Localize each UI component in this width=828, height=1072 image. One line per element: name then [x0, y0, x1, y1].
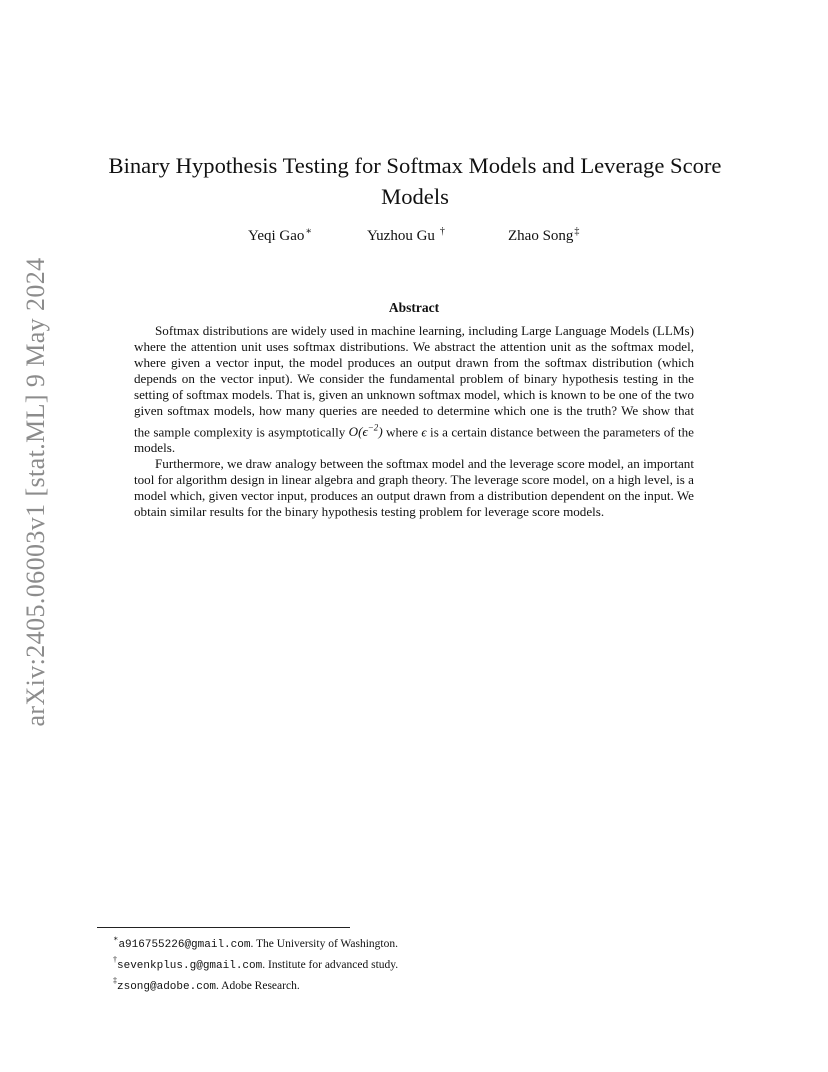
footnotes	[113, 932, 398, 994]
footnote-email: zsong@adobe.com	[117, 980, 217, 993]
author-list	[0, 228, 828, 252]
author-mark: †	[439, 226, 445, 237]
epsilon-symbol: ϵ	[421, 423, 427, 439]
formula-base: O(ϵ	[348, 423, 368, 439]
footnote-email: sevenkplus.g@gmail.com	[117, 959, 263, 972]
author-mark: ∗	[305, 226, 313, 237]
footnote-2	[113, 953, 398, 974]
abstract-paragraph-2: Furthermore, we draw analogy between the softmax model and the leverage score model, an important tool for algorithm design in linear algebra and graph theory. The leverage score model, on a high level, is a model which, given vector input, produces an output drawn from a distribution dependent on the input. We obtain similar results for the binary hypothesis testing problem for leverage score models.	[134, 456, 694, 520]
footnote-divider	[97, 927, 350, 928]
arxiv-identifier-stamp: arXiv:2405.06003v1 [stat.ML] 9 May 2024	[21, 257, 50, 727]
footnote-email: a916755226@gmail.com	[118, 938, 251, 951]
author-2	[367, 228, 445, 245]
footnote-mark: †	[113, 954, 117, 964]
paper-title: Binary Hypothesis Testing for Softmax Models and Leverage Score Models	[108, 153, 722, 209]
footnote-mark: ∗	[113, 934, 119, 943]
abstract-text: Softmax distributions are widely used in machine learning, including Large Language Models (LLMs) where the attention unit uses softmax distributions. We abstract the attention unit as the softmax model, where given a vector input, the model produces an output drawn from the softmax distribution (which depends on the vector input). We consider the fundamental problem of binary hypothesis testing in the setting of softmax models. That is, given an unknown softmax model, which is known to be one of the two given softmax models, how many queries are needed to determine which one is the truth? We show that the sample complexity is asymptotically	[134, 323, 694, 439]
footnote-affiliation: . The University of Washington.	[250, 937, 398, 950]
author-name: Yeqi Gao	[248, 228, 305, 244]
formula-exponent: −2	[367, 422, 379, 433]
footnote-affiliation: . Adobe Research.	[216, 979, 300, 992]
footnote-1	[113, 932, 398, 953]
author-3	[508, 228, 579, 245]
footnote-3	[113, 974, 398, 995]
footnote-mark: ‡	[113, 975, 117, 985]
footnote-affiliation: . Institute for advanced study.	[262, 958, 399, 971]
author-1	[248, 228, 312, 245]
author-mark: ‡	[574, 226, 580, 237]
abstract-text: is a certain distance between the parameters of the models.	[134, 423, 694, 456]
author-name: Yuzhou Gu	[367, 228, 435, 244]
author-name: Zhao Song	[508, 228, 574, 244]
formula-close: )	[378, 423, 383, 439]
abstract-paragraph-1	[134, 323, 694, 456]
abstract-body	[134, 323, 694, 520]
abstract-text: where	[382, 423, 422, 439]
complexity-formula	[349, 424, 383, 439]
abstract-heading: Abstract	[388, 300, 440, 315]
